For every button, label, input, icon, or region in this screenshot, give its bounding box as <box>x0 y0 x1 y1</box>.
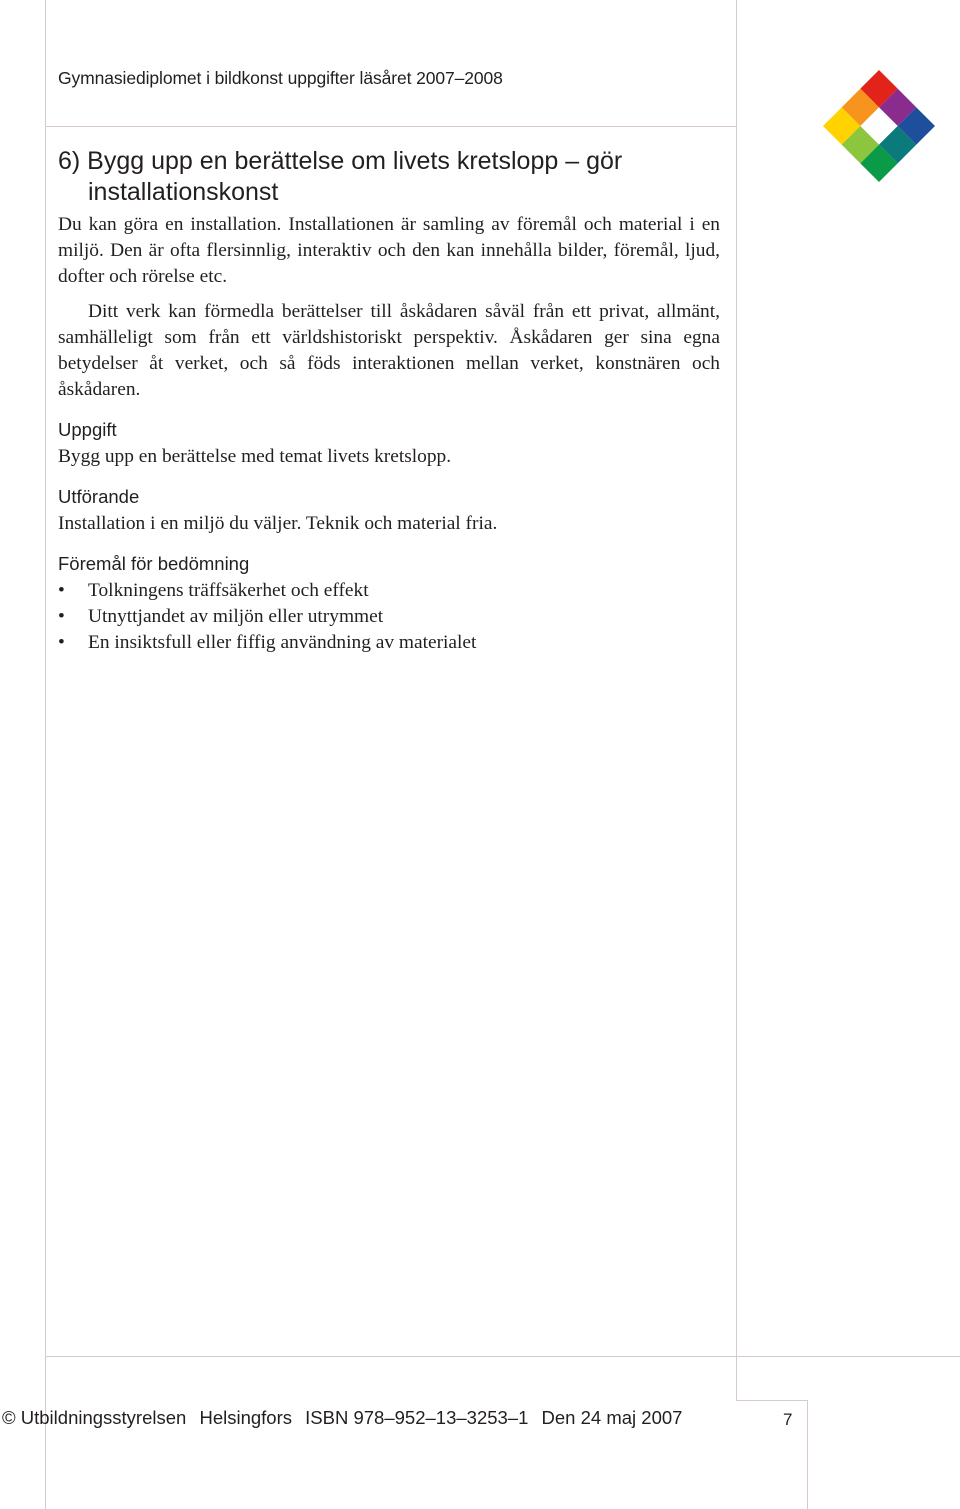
list-item <box>58 604 720 630</box>
page-number: 7 <box>783 1410 793 1429</box>
bullet-point: • <box>58 632 65 653</box>
page-number-box-top <box>736 1400 808 1401</box>
bullet-point: • <box>58 580 65 601</box>
assignment-content <box>58 146 720 656</box>
execution-text: Installation i en miljö du väljer. Teknik och material fria. <box>58 513 498 534</box>
list-item-text: Tolkningens träffsäkerhet och effekt <box>88 580 369 601</box>
list-item <box>58 578 720 604</box>
bullet-point: • <box>58 606 65 627</box>
assignment-title: 6) Bygg upp en berättelse om livets kretslopp – gör installationskonst <box>58 147 623 206</box>
header-rule <box>45 126 737 127</box>
execution-heading: Utförande <box>58 486 140 507</box>
footer-rule <box>45 1356 960 1357</box>
intro-paragraph: Du kan göra en installation. Installationen är samling av föremål och material i en miljö. Den är ofta flersinnlig, interaktiv och den kan innehålla bilder, föremål, ljud, dofter och rörelse etc. <box>58 214 720 287</box>
assessment-list <box>58 578 720 656</box>
footer-city: Helsingfors <box>199 1407 293 1428</box>
list-item-text: En insiktsfull eller fiffig användning av materialet <box>88 632 477 653</box>
assessment-heading: Föremål för bedömning <box>58 553 250 574</box>
list-item-text: Utnyttjandet av miljön eller utrymmet <box>88 606 384 627</box>
task-text: Bygg upp en berättelse med temat livets kretslopp. <box>58 446 452 467</box>
body-paragraph: Ditt verk kan förmedla berättelser till åskådaren såväl från ett privat, allmänt, samhälleligt som från ett världshistoriskt perspektiv. Åskådaren ger sina egna betydelser åt verket, och så föds interaktionen mellan verket, konstnären och åskådaren. <box>58 301 720 400</box>
footer-publisher: © Utbildningsstyrelsen <box>2 1407 187 1428</box>
footer <box>2 1407 690 1429</box>
footer-date: Den 24 maj 2007 <box>541 1407 683 1428</box>
right-margin-line <box>736 0 737 1400</box>
left-margin-line <box>45 0 46 1509</box>
color-diamond-logo <box>823 70 935 182</box>
footer-isbn: ISBN 978–952–13–3253–1 <box>305 1407 529 1428</box>
page-number-box-right <box>807 1400 808 1509</box>
page-number-box-left <box>736 1356 737 1401</box>
running-header: Gymnasiediplomet i bildkonst uppgifter läsåret 2007–2008 <box>58 68 503 88</box>
list-item <box>58 630 720 656</box>
task-heading: Uppgift <box>58 419 117 440</box>
